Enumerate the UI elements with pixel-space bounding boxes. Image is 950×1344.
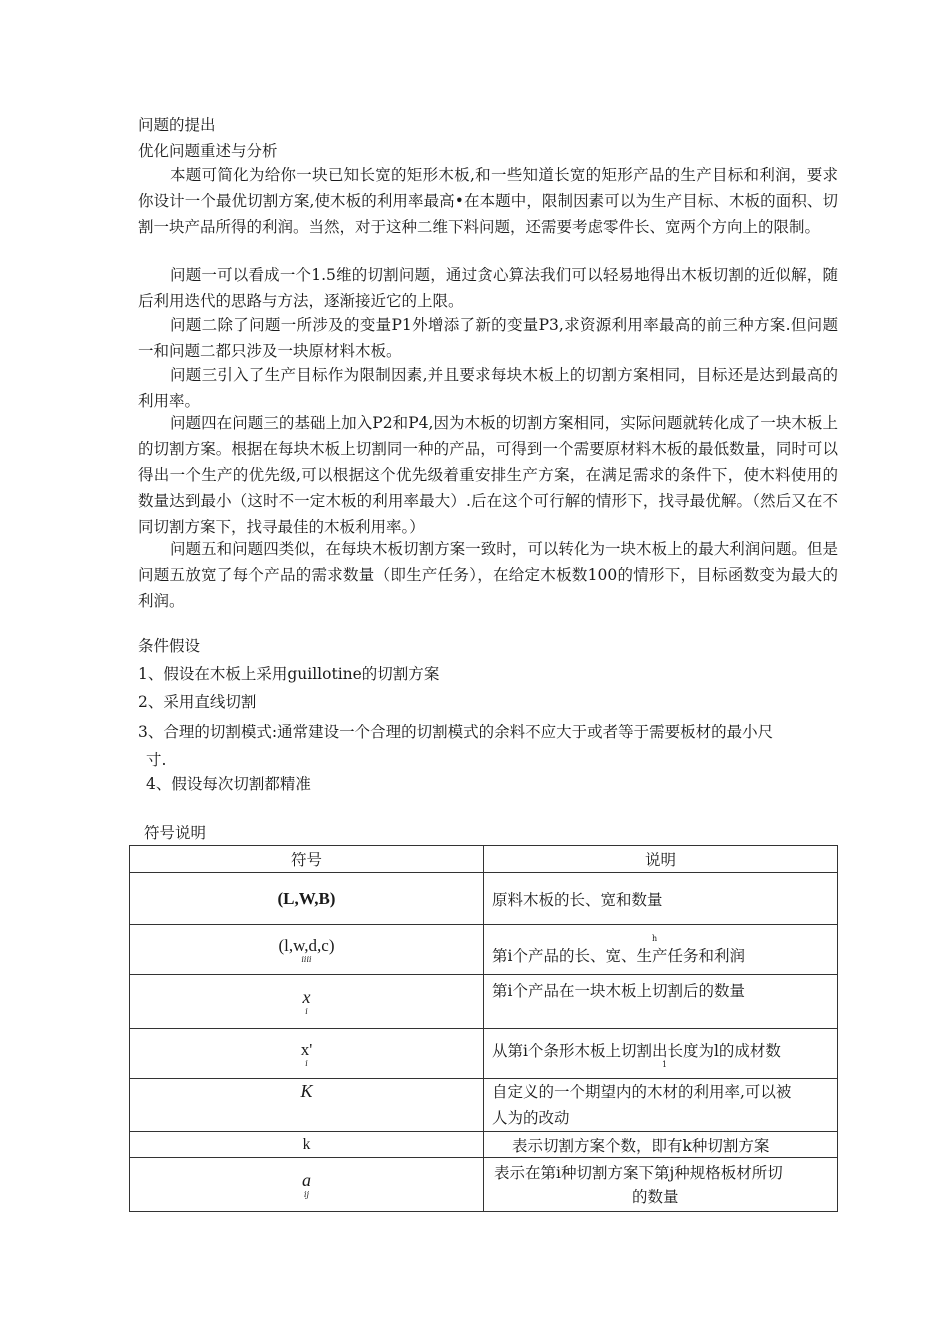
description-text: 表示切割方案个数，即有k种切割方案 xyxy=(512,1136,770,1155)
table-row xyxy=(130,925,838,975)
header-symbol: 符号 xyxy=(130,846,484,873)
description-cell xyxy=(484,1029,838,1079)
table-header-row xyxy=(130,846,838,873)
section-heading-problem: 问题的提出 xyxy=(138,116,216,134)
description-text: 原料木板的长、宽和数量 xyxy=(492,890,663,909)
assumption-4: 4、假设每次切割都精准 xyxy=(146,775,311,793)
symbol-text: k xyxy=(302,1136,311,1153)
subscript-mark: 1 xyxy=(662,1059,668,1069)
table-row xyxy=(130,1158,838,1212)
description-cell xyxy=(484,975,838,1029)
assumption-3-cont: 寸. xyxy=(146,751,167,769)
symbol-text: (L,W,B) xyxy=(277,888,336,908)
description-cell xyxy=(484,925,838,975)
symbol-subscript: i xyxy=(305,1007,308,1016)
symbol-cell xyxy=(130,1029,484,1079)
assumption-1: 1、假设在木板上采用guillotine的切割方案 xyxy=(138,665,440,683)
symbol-cell xyxy=(130,925,484,975)
symbol-table xyxy=(129,845,838,1212)
description-text: 第i个产品的长、宽、生产任务和利润 xyxy=(492,946,745,965)
symbol-text: x' xyxy=(300,1039,313,1059)
paragraph-q3: 问题三引入了生产目标作为限制因素,并且要求每块木板上的切割方案相同，目标还是达到最高的利用率。 xyxy=(138,366,838,410)
description-text: 表示在第i种切割方案下第j种规格板材所切 xyxy=(494,1163,783,1182)
description-cell xyxy=(484,1158,838,1212)
description-cell xyxy=(484,873,838,925)
symbol-text: (l,w,d,c) xyxy=(278,935,335,955)
table-row xyxy=(130,873,838,925)
section-heading-assumptions: 条件假设 xyxy=(138,637,201,655)
symbol-cell xyxy=(130,1158,484,1212)
description-cell xyxy=(484,1079,838,1132)
table-row xyxy=(130,975,838,1029)
symbol-cell xyxy=(130,873,484,925)
paragraph-intro: 本题可简化为给你一块已知长宽的矩形木板,和一些知道长宽的矩形产品的生产目标和利润，要求你设计一个最优切割方案,使木板的利用率最高•在本题中，限制因素可以为生产目标、木板的面积、切割一块产品所得的利润。当然，对于这种二维下料问题，还需要考虑零件长、宽两个方向上的限制。 xyxy=(138,166,838,236)
paragraph-q1: 问题一可以看成一个1.5维的切割问题，通过贪心算法我们可以轻易地得出木板切割的近似解，随后利用迭代的思路与方法，逐渐接近它的上限。 xyxy=(138,266,838,310)
assumption-3: 3、合理的切割模式:通常建设一个合理的切割模式的余料不应大于或者等于需要板材的最小尺 xyxy=(138,723,774,741)
table-row xyxy=(130,1029,838,1079)
paragraph-q5: 问题五和问题四类似，在每块木板切割方案一致时，可以转化为一块木板上的最大利润问题。但是问题五放宽了每个产品的需求数量（即生产任务），在给定木板数100的情形下，目标函数变为最大的利润。 xyxy=(138,540,838,610)
section-heading-symbols: 符号说明 xyxy=(144,824,207,842)
symbol-cell xyxy=(130,1132,484,1158)
table-row xyxy=(130,1132,838,1158)
symbol-text: x xyxy=(302,987,311,1007)
description-cell xyxy=(484,1132,838,1158)
symbol-cell xyxy=(130,975,484,1029)
symbol-cell xyxy=(130,1079,484,1132)
assumption-2: 2、采用直线切割 xyxy=(138,693,257,711)
symbol-subscript: ij xyxy=(303,1190,310,1199)
superscript-mark: h xyxy=(652,933,658,943)
description-text: 从第i个条形木板上切割出长度为l的成材数 xyxy=(492,1041,781,1060)
header-description: 说明 xyxy=(484,846,838,873)
symbol-subscript: i xyxy=(305,1058,308,1068)
description-text: 第i个产品在一块木板上切割后的数量 xyxy=(492,982,745,1000)
section-heading-analysis: 优化问题重述与分析 xyxy=(138,142,278,160)
symbol-text: a xyxy=(302,1170,311,1190)
paragraph-q2: 问题二除了问题一所涉及的变量P1外增添了新的变量P3,求资源利用率最高的前三种方案.但问题一和问题二都只涉及一块原材料木板。 xyxy=(138,316,838,360)
description-text-cont: 的数量 xyxy=(632,1187,679,1206)
symbol-text: K xyxy=(300,1081,313,1101)
paragraph-q4: 问题四在问题三的基础上加入P2和P4,因为木板的切割方案相同，实际问题就转化成了一块木板上的切割方案。根据在每块木板上切割同一种的产品，可得到一个需要原材料木板的最低数量，同时可以得出一个生产的优先级,可以根据这个优先级着重安排生产方案，在满足需求的条件下，使木料使用的数量达到最小（这时不一定木板的利用率最大）.后在这个可行解的情形下，找寻最优解。（然后又在不同切割方案下，找寻最佳的木板利用率。） xyxy=(138,414,838,536)
description-text: 自定义的一个期望内的木材的利用率,可以被 xyxy=(492,1083,792,1101)
symbol-subscript: iiii xyxy=(301,954,312,964)
description-text-cont: 人为的改动 xyxy=(492,1109,570,1127)
table-row xyxy=(130,1079,838,1132)
